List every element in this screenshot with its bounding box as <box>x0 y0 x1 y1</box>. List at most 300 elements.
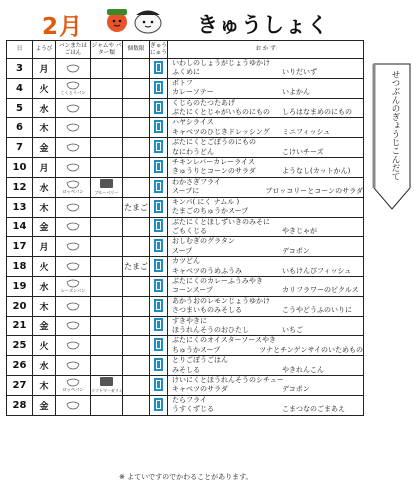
row-dow: 木 <box>33 197 56 217</box>
row-day: 14 <box>7 217 33 237</box>
rice-bowl-icon <box>66 163 80 172</box>
row-bread <box>56 356 91 376</box>
row-day: 20 <box>7 296 33 316</box>
row-dow: 金 <box>33 395 56 415</box>
row-jam <box>91 336 123 356</box>
menu-item: ぶたにくのオイスターソースやき <box>172 336 276 345</box>
row-day: 26 <box>7 356 33 376</box>
col-menu: お か ず <box>168 41 364 59</box>
row-jam <box>91 376 123 396</box>
jam-label: ブルーベリー <box>94 190 119 196</box>
row-bread <box>56 237 91 257</box>
table-row <box>7 138 364 158</box>
milk-carton-icon <box>153 199 164 214</box>
menu-line <box>172 336 363 345</box>
row-bread <box>56 98 91 118</box>
row-menu <box>168 59 364 79</box>
menu-item: カレーソテー <box>172 88 214 97</box>
rice-bowl-icon <box>66 341 80 350</box>
menu-line <box>172 306 363 315</box>
footnote: ※ よていですのでかわることがあります。 <box>119 473 253 481</box>
row-bread <box>56 138 91 158</box>
menu-line <box>172 396 363 405</box>
menu-item: ぶたにくとごぼうのにもの <box>172 138 256 147</box>
rice-bowl-icon <box>66 104 80 113</box>
row-milk <box>150 376 168 396</box>
menu-item-side: ミニフィッシュ <box>282 127 331 136</box>
menu-item: けいにくとほうれんそうのシチュー <box>172 376 284 384</box>
row-dow: 金 <box>33 217 56 237</box>
row-menu <box>168 158 364 178</box>
menu-item-side: ツナとチンゲンサイのいためもの <box>259 345 363 354</box>
row-milk <box>150 276 168 296</box>
row-menu <box>168 356 364 376</box>
row-day: 10 <box>7 158 33 178</box>
rice-bowl-icon <box>66 401 80 410</box>
menu-item-side <box>282 207 363 216</box>
row-jam <box>91 316 123 336</box>
milk-carton-icon <box>153 139 164 154</box>
menu-item: ハヤシライス <box>172 118 214 127</box>
menu-item-side: カリフラワーのピクルス <box>282 286 359 295</box>
menu-item-side <box>282 79 363 88</box>
menu-line <box>172 207 363 216</box>
row-extra <box>123 276 150 296</box>
milk-carton-icon <box>153 357 164 372</box>
rice-bowl-icon <box>66 203 80 212</box>
menu-item: くじらのたつたあげ <box>172 98 235 107</box>
menu-line <box>172 218 363 227</box>
row-milk <box>150 395 168 415</box>
row-day: 12 <box>7 177 33 197</box>
milk-carton-icon <box>153 397 164 412</box>
menu-item: ぶたにくとじゃがいものにもの <box>172 108 270 117</box>
row-dow: 金 <box>33 316 56 336</box>
menu-item: キャベツのひじきドレッシング <box>172 127 270 136</box>
row-extra: たまご <box>123 257 150 277</box>
menu-line <box>172 277 363 286</box>
menu-line <box>172 376 363 385</box>
menu-item: わかさぎフライ <box>172 177 221 186</box>
row-jam <box>91 98 123 118</box>
row-extra <box>123 177 150 197</box>
table-row <box>7 98 364 118</box>
row-jam <box>91 356 123 376</box>
menu-item-side: いりだいず <box>282 68 317 77</box>
menu-line <box>172 326 363 335</box>
menu-item: ぶたにくのカレーふうみやき <box>172 276 263 285</box>
menu-item: コーンスープ <box>172 286 213 295</box>
menu-item-side: いもけんぴフィッシュ <box>282 266 352 275</box>
row-menu <box>168 197 364 217</box>
menu-line <box>172 68 363 77</box>
milk-carton-icon <box>153 60 164 75</box>
rice-bowl-icon <box>66 222 80 231</box>
row-jam <box>91 237 123 257</box>
row-bread <box>56 78 91 98</box>
milk-carton-icon <box>153 100 164 115</box>
milk-carton-icon <box>153 258 164 273</box>
menu-item: キャベツのサラダ <box>172 385 228 394</box>
menu-line <box>172 167 363 176</box>
table-row <box>7 158 364 178</box>
menu-line <box>172 356 363 365</box>
col-extra: 個数限 <box>123 41 150 59</box>
row-day: 6 <box>7 118 33 138</box>
row-extra <box>123 98 150 118</box>
month-heading <box>42 8 83 41</box>
row-dow: 水 <box>33 356 56 376</box>
rice-bowl-icon <box>66 321 80 330</box>
menu-item-side: しろはなまめのにもの <box>282 108 352 117</box>
menu-item-side: デコポン <box>282 246 310 255</box>
row-dow: 火 <box>33 257 56 277</box>
menu-item-side <box>282 59 363 68</box>
col-dow: ようび <box>33 41 56 59</box>
row-extra <box>123 356 150 376</box>
row-milk <box>150 177 168 197</box>
milk-carton-icon <box>153 298 164 313</box>
menu-item-side <box>282 317 363 326</box>
menu-item-side: ブロッコリーとコーンのサラダ <box>265 187 363 196</box>
row-dow: 金 <box>33 138 56 158</box>
menu-item-side: いよかん <box>282 88 310 97</box>
menu-item-side: やきれんこん <box>282 365 324 374</box>
menu-item-side <box>282 237 363 246</box>
menu-item: ふくめに <box>172 68 200 77</box>
row-dow: 水 <box>33 177 56 197</box>
row-milk <box>150 98 168 118</box>
rice-bowl-icon <box>66 242 80 251</box>
menu-item-side <box>282 178 363 187</box>
menu-line <box>172 148 363 157</box>
menu-item-side <box>282 218 363 227</box>
row-day: 21 <box>7 316 33 336</box>
menu-line <box>172 108 363 117</box>
row-extra: たまご <box>123 197 150 217</box>
milk-carton-icon <box>153 159 164 174</box>
row-bread <box>56 276 91 296</box>
milk-carton-icon <box>153 317 164 332</box>
rice-bowl-icon <box>66 361 80 370</box>
menu-item: さつまいものみそしる <box>172 306 242 315</box>
row-dow: 水 <box>33 276 56 296</box>
menu-line <box>172 178 363 187</box>
milk-carton-icon <box>153 377 164 392</box>
page-title: きゅうしょく <box>197 13 329 37</box>
row-dow: 月 <box>33 237 56 257</box>
menu-line <box>172 346 363 355</box>
row-menu <box>168 217 364 237</box>
row-day: 28 <box>7 395 33 415</box>
table-row <box>7 257 364 277</box>
menu-item: たまごのちゅうかスープ <box>172 207 249 216</box>
table-row <box>7 78 364 98</box>
menu-item-side <box>282 138 363 147</box>
menu-line <box>172 79 363 88</box>
col-day: 日 <box>7 41 33 59</box>
row-jam <box>91 296 123 316</box>
menu-item: ポトフ <box>172 78 193 87</box>
menu-item: すきやきに <box>172 316 207 325</box>
bread-label: ロッペパン <box>62 189 84 195</box>
menu-item-side <box>282 396 363 405</box>
row-day: 27 <box>7 376 33 396</box>
menu-line <box>172 99 363 108</box>
rice-bowl-icon <box>66 378 80 387</box>
row-extra <box>123 158 150 178</box>
row-jam <box>91 177 123 197</box>
table-header <box>7 41 364 59</box>
menu-item: キンパ( にく ナムル ) <box>172 197 240 206</box>
menu-line <box>172 247 363 256</box>
milk-carton-icon <box>153 119 164 134</box>
menu-line <box>172 118 363 127</box>
menu-line <box>172 187 363 196</box>
menu-line <box>172 237 363 246</box>
row-jam <box>91 276 123 296</box>
milk-carton-icon <box>153 337 164 352</box>
row-day: 19 <box>7 276 33 296</box>
menu-item: いわしのしょうがじょうゆかけ <box>172 59 270 67</box>
row-day: 18 <box>7 257 33 277</box>
row-bread <box>56 336 91 356</box>
row-milk <box>150 237 168 257</box>
table-row <box>7 177 364 197</box>
menu-item: ぶたにくとほしずいきのみそに <box>172 217 270 226</box>
row-bread <box>56 158 91 178</box>
menu-item-side: いちご <box>282 325 303 334</box>
menu-line <box>172 297 363 306</box>
row-jam <box>91 158 123 178</box>
menu-table <box>6 40 364 416</box>
row-jam <box>91 118 123 138</box>
row-menu <box>168 177 364 197</box>
col-milk: ぎゅう にゅう <box>150 41 168 59</box>
menu-item: みそしる <box>172 365 200 374</box>
row-dow: 木 <box>33 376 56 396</box>
menu-line <box>172 59 363 68</box>
row-extra <box>123 237 150 257</box>
row-milk <box>150 296 168 316</box>
rice-bowl-icon <box>66 143 80 152</box>
menu-item: あかうおのレモンじょうゆかけ <box>172 296 270 305</box>
row-jam <box>91 59 123 79</box>
menu-line <box>172 317 363 326</box>
row-day: 5 <box>7 98 33 118</box>
menu-item: ちゅうかスープ <box>172 345 221 354</box>
row-extra <box>123 296 150 316</box>
row-extra <box>123 118 150 138</box>
milk-carton-icon <box>153 218 164 233</box>
row-milk <box>150 78 168 98</box>
menu-line <box>172 128 363 137</box>
rice-bowl-icon <box>66 81 80 90</box>
menu-item: キャベツのうめふうみ <box>172 266 242 275</box>
row-jam <box>91 395 123 415</box>
row-extra <box>123 217 150 237</box>
row-milk <box>150 316 168 336</box>
month-number: 2 <box>42 14 60 40</box>
menu-item-side <box>282 356 363 365</box>
row-menu <box>168 316 364 336</box>
row-milk <box>150 217 168 237</box>
row-dow: 木 <box>33 118 56 138</box>
row-milk <box>150 356 168 376</box>
menu-item-side <box>282 297 363 306</box>
row-jam <box>91 78 123 98</box>
row-dow: 月 <box>33 59 56 79</box>
row-bread <box>56 257 91 277</box>
menu-line <box>172 227 363 236</box>
row-extra <box>123 316 150 336</box>
table-row <box>7 59 364 79</box>
table-row <box>7 376 364 396</box>
row-menu <box>168 257 364 277</box>
row-milk <box>150 138 168 158</box>
col-jam: ジャムや バター類 <box>91 41 123 59</box>
row-jam <box>91 217 123 237</box>
menu-item: スープ <box>172 246 193 255</box>
milk-carton-icon <box>153 238 164 253</box>
row-day: 17 <box>7 237 33 257</box>
milk-carton-icon <box>153 80 164 95</box>
menu-item-side: こうやどうふのいりに <box>282 306 352 315</box>
menu-item-side <box>282 277 363 286</box>
menu-line <box>172 138 363 147</box>
row-extra <box>123 78 150 98</box>
row-bread <box>56 118 91 138</box>
menu-item-side <box>282 198 363 207</box>
row-menu <box>168 118 364 138</box>
row-bread <box>56 177 91 197</box>
menu-line <box>172 158 363 167</box>
bread-label: こくとうパン <box>60 90 86 96</box>
row-menu <box>168 296 364 316</box>
row-menu <box>168 336 364 356</box>
menu-item: うすくずじる <box>172 405 214 414</box>
mascot-icon <box>103 6 165 34</box>
row-extra <box>123 138 150 158</box>
row-milk <box>150 59 168 79</box>
table-row <box>7 276 364 296</box>
table-row <box>7 316 364 336</box>
row-jam <box>91 138 123 158</box>
menu-line <box>172 385 363 394</box>
row-menu <box>168 138 364 158</box>
month-suffix: 月 <box>59 14 84 40</box>
row-day: 4 <box>7 78 33 98</box>
menu-item-side: デコポン <box>282 385 310 394</box>
row-jam <box>91 197 123 217</box>
milk-carton-icon <box>153 278 164 293</box>
menu-line <box>172 286 363 295</box>
table-row <box>7 395 364 415</box>
jam-icon <box>100 179 113 188</box>
row-day: 3 <box>7 59 33 79</box>
jam-icon <box>100 377 113 386</box>
bread-label: レーズンパン <box>60 288 86 294</box>
menu-line <box>172 198 363 207</box>
menu-item-side <box>282 376 363 385</box>
row-menu <box>168 78 364 98</box>
menu-item: きゅうりとコーンのサラダ <box>172 167 256 176</box>
side-note: せつぶんのぎょうじこんだて <box>390 70 400 181</box>
menu-item: おしむぎのグラタン <box>172 237 235 246</box>
menu-item: たらフライ <box>172 395 207 404</box>
rice-bowl-icon <box>66 262 80 271</box>
row-dow: 火 <box>33 78 56 98</box>
col-bread: パンまたは ごはん <box>56 41 91 59</box>
menu-item-side <box>282 118 363 127</box>
menu-item-side: ようなし(カットかん) <box>282 167 351 176</box>
row-dow: 水 <box>33 98 56 118</box>
row-menu <box>168 376 364 396</box>
menu-item: スープに <box>172 187 200 196</box>
menu-item-side: こまつなのごまあえ <box>282 405 345 414</box>
milk-carton-icon <box>153 179 164 194</box>
row-milk <box>150 197 168 217</box>
menu-item-side: こけいチーズ <box>282 147 324 156</box>
table-row <box>7 217 364 237</box>
menu-item: ごもくじる <box>172 226 207 235</box>
menu-line <box>172 405 363 414</box>
row-milk <box>150 118 168 138</box>
row-extra <box>123 59 150 79</box>
rice-bowl-icon <box>66 302 80 311</box>
row-menu <box>168 98 364 118</box>
menu-item-side: やきじゃが <box>282 226 317 235</box>
row-jam <box>91 257 123 277</box>
row-milk <box>150 158 168 178</box>
table-row <box>7 296 364 316</box>
bread-label: ロッペパン <box>62 387 84 393</box>
row-extra <box>123 376 150 396</box>
row-menu <box>168 276 364 296</box>
table-row <box>7 197 364 217</box>
menu-line <box>172 267 363 276</box>
row-extra <box>123 336 150 356</box>
row-menu <box>168 237 364 257</box>
menu-item-side <box>282 257 363 266</box>
row-dow: 木 <box>33 296 56 316</box>
menu-item: チキンレバーカレーライス <box>172 158 255 167</box>
rice-bowl-icon <box>66 64 80 73</box>
table-row <box>7 356 364 376</box>
row-milk <box>150 336 168 356</box>
menu-line <box>172 257 363 266</box>
table-row <box>7 237 364 257</box>
menu-line <box>172 366 363 375</box>
row-menu <box>168 395 364 415</box>
row-extra <box>123 395 150 415</box>
row-day: 25 <box>7 336 33 356</box>
row-bread <box>56 296 91 316</box>
menu-item: カツどん <box>172 257 200 266</box>
row-bread <box>56 395 91 415</box>
menu-line <box>172 88 363 97</box>
menu-item-side <box>282 158 363 167</box>
row-bread <box>56 59 91 79</box>
row-dow: 火 <box>33 336 56 356</box>
row-dow: 月 <box>33 158 56 178</box>
row-bread <box>56 376 91 396</box>
table-row <box>7 118 364 138</box>
rice-bowl-icon <box>66 279 80 288</box>
jam-label: ソフトマーガリン <box>91 388 123 394</box>
menu-item-side <box>282 99 363 108</box>
rice-bowl-icon <box>66 180 80 189</box>
